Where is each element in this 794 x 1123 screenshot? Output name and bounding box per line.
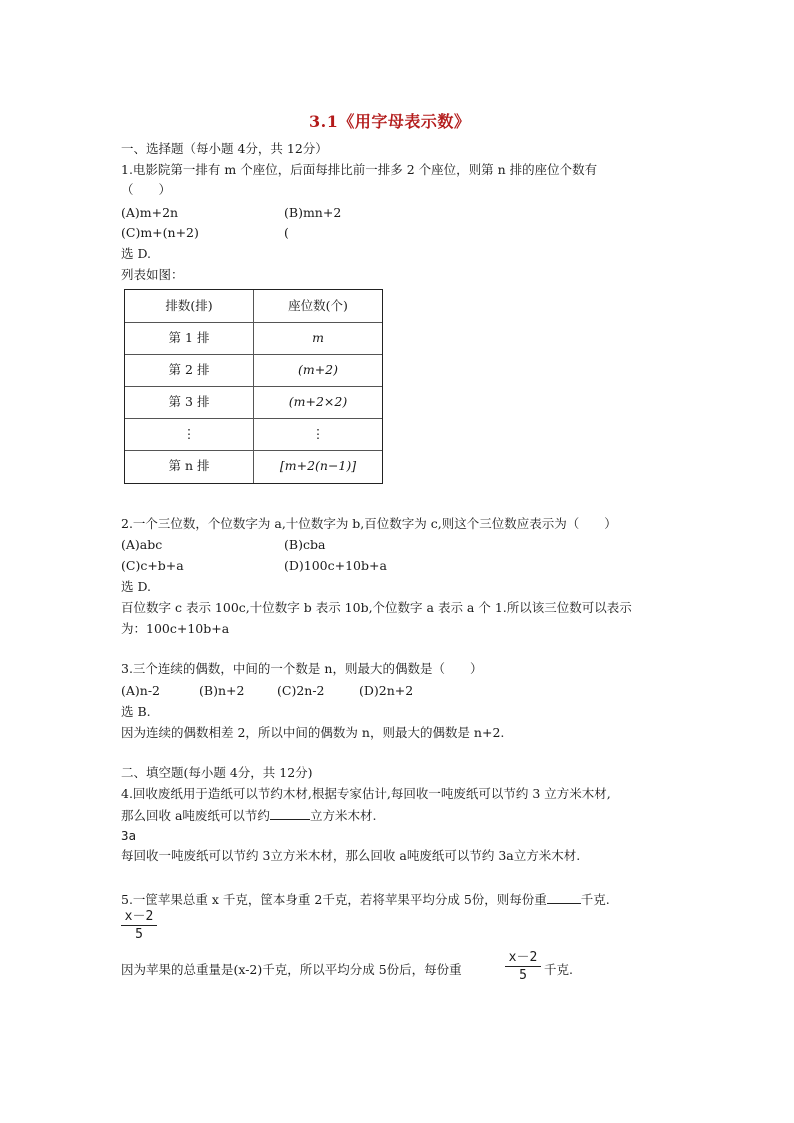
table-cell-seat-count: m: [312, 330, 324, 345]
table-cell-row-label: 第 1 排: [168, 330, 210, 345]
table-cell-row-label: 第 2 排: [168, 362, 210, 377]
question-3-option-a: (A)n-2: [121, 683, 161, 698]
table-cell-seat-count: (m+2×2): [288, 394, 348, 409]
question-1-note: 列表如图：: [121, 267, 184, 282]
question-2-explanation-cont: 为：100c+10b+a: [121, 621, 230, 636]
question-2-option-a: (A)abc: [121, 537, 163, 552]
question-5-explanation-fraction: [505, 950, 541, 983]
question-3-option-d: (D)2n+2: [359, 683, 414, 698]
question-2-explanation: 百位数字 c 表示 100c,十位数字 b 表示 10b,个位数字 a 表示 a 个 1.所以该三位数可以表示: [121, 600, 632, 615]
answer-blank: [270, 807, 310, 820]
table-row-divider: [125, 354, 382, 355]
question-3-answer: 选 B.: [121, 704, 151, 719]
question-5-stem-start: 5.一筐苹果总重 x 千克，筐本身重 2千克，若将苹果平均分成 5份，则每份重: [121, 892, 547, 907]
table-cell-row-label: ⋮: [182, 426, 196, 441]
fraction-bar: [121, 925, 157, 926]
section-heading-fill: 二、填空题(每小题 4分，共 12分): [121, 765, 313, 780]
question-1-option-c: (C)m+(n+2): [121, 225, 199, 240]
table-cell-seat-count: ⋮: [311, 426, 325, 441]
question-3-option-c: (C)2n-2: [277, 683, 325, 698]
question-1-paren: （ ）: [121, 182, 172, 197]
table-row-divider: [125, 322, 382, 323]
question-2-option-d: (D)100c+10b+a: [284, 558, 387, 573]
section-heading-choice: 一、选择题（每小题 4分，共 12分）: [121, 141, 328, 156]
question-5-answer-fraction: [121, 909, 157, 942]
question-3-stem: 3.三个连续的偶数，中间的一个数是 n，则最大的偶数是（ ）: [121, 661, 483, 676]
table-cell-row-label: 第 3 排: [168, 394, 210, 409]
question-5-stem: [121, 891, 610, 908]
seat-table: [124, 289, 383, 484]
question-1-option-d: (: [284, 225, 289, 240]
question-3-option-b: (B)n+2: [199, 683, 245, 698]
table-row-divider: [125, 418, 382, 419]
question-2-answer: 选 D.: [121, 579, 152, 594]
table-header-seats: 座位数(个): [288, 298, 348, 313]
question-5-explanation: 因为苹果的总重量是(x-2)千克，所以平均分成 5份后，每份重: [121, 962, 462, 977]
question-4-answer: 3a: [121, 828, 137, 843]
question-5-explanation-end: 千克.: [544, 962, 573, 977]
fraction-numerator: x－2: [508, 950, 538, 965]
page-title: 3.1《用字母表示数》: [309, 112, 471, 131]
question-1-stem: 1.电影院第一排有 m 个座位，后面每排比前一排多 2 个座位，则第 n 排的座位个数有: [121, 162, 598, 177]
question-4-stem: 4.回收废纸用于造纸可以节约木材,根据专家估计,每回收一吨废纸可以节约 3 立方米木材,: [121, 786, 611, 801]
question-2-option-c: (C)c+b+a: [121, 558, 184, 573]
answer-blank: [547, 891, 581, 904]
question-2-stem: 2.一个三位数，个位数字为 a,十位数字为 b,百位数字为 c,则这个三位数应表示为（ ）: [121, 516, 617, 531]
question-5-stem-end: 千克.: [580, 892, 610, 907]
table-row-divider: [125, 450, 382, 451]
table-row-divider: [125, 386, 382, 387]
question-4-stem-start: 那么回收 a吨废纸可以节约: [121, 808, 270, 823]
fraction-numerator: x－2: [124, 909, 154, 924]
fraction-denominator: 5: [135, 927, 143, 942]
table-cell-row-label: 第 n 排: [168, 458, 210, 473]
question-4-explanation: 每回收一吨废纸可以节约 3立方米木材，那么回收 a吨废纸可以节约 3a立方米木材.: [121, 848, 581, 863]
table-header-rows: 排数(排): [165, 298, 213, 313]
table-cell-seat-count: [m+2(n−1)]: [279, 458, 357, 473]
question-1-option-a: (A)m+2n: [121, 205, 179, 220]
question-4-stem-end: 立方米木材.: [309, 808, 377, 823]
question-3-explanation: 因为连续的偶数相差 2，所以中间的偶数为 n，则最大的偶数是 n+2.: [121, 725, 505, 740]
question-1-option-b: (B)mn+2: [284, 205, 342, 220]
fraction-bar: [505, 966, 541, 967]
fraction-denominator: 5: [519, 968, 527, 983]
question-1-answer: 选 D.: [121, 246, 152, 261]
question-2-option-b: (B)cba: [284, 537, 326, 552]
question-4-stem-cont: [121, 807, 376, 824]
table-cell-seat-count: (m+2): [297, 362, 339, 377]
